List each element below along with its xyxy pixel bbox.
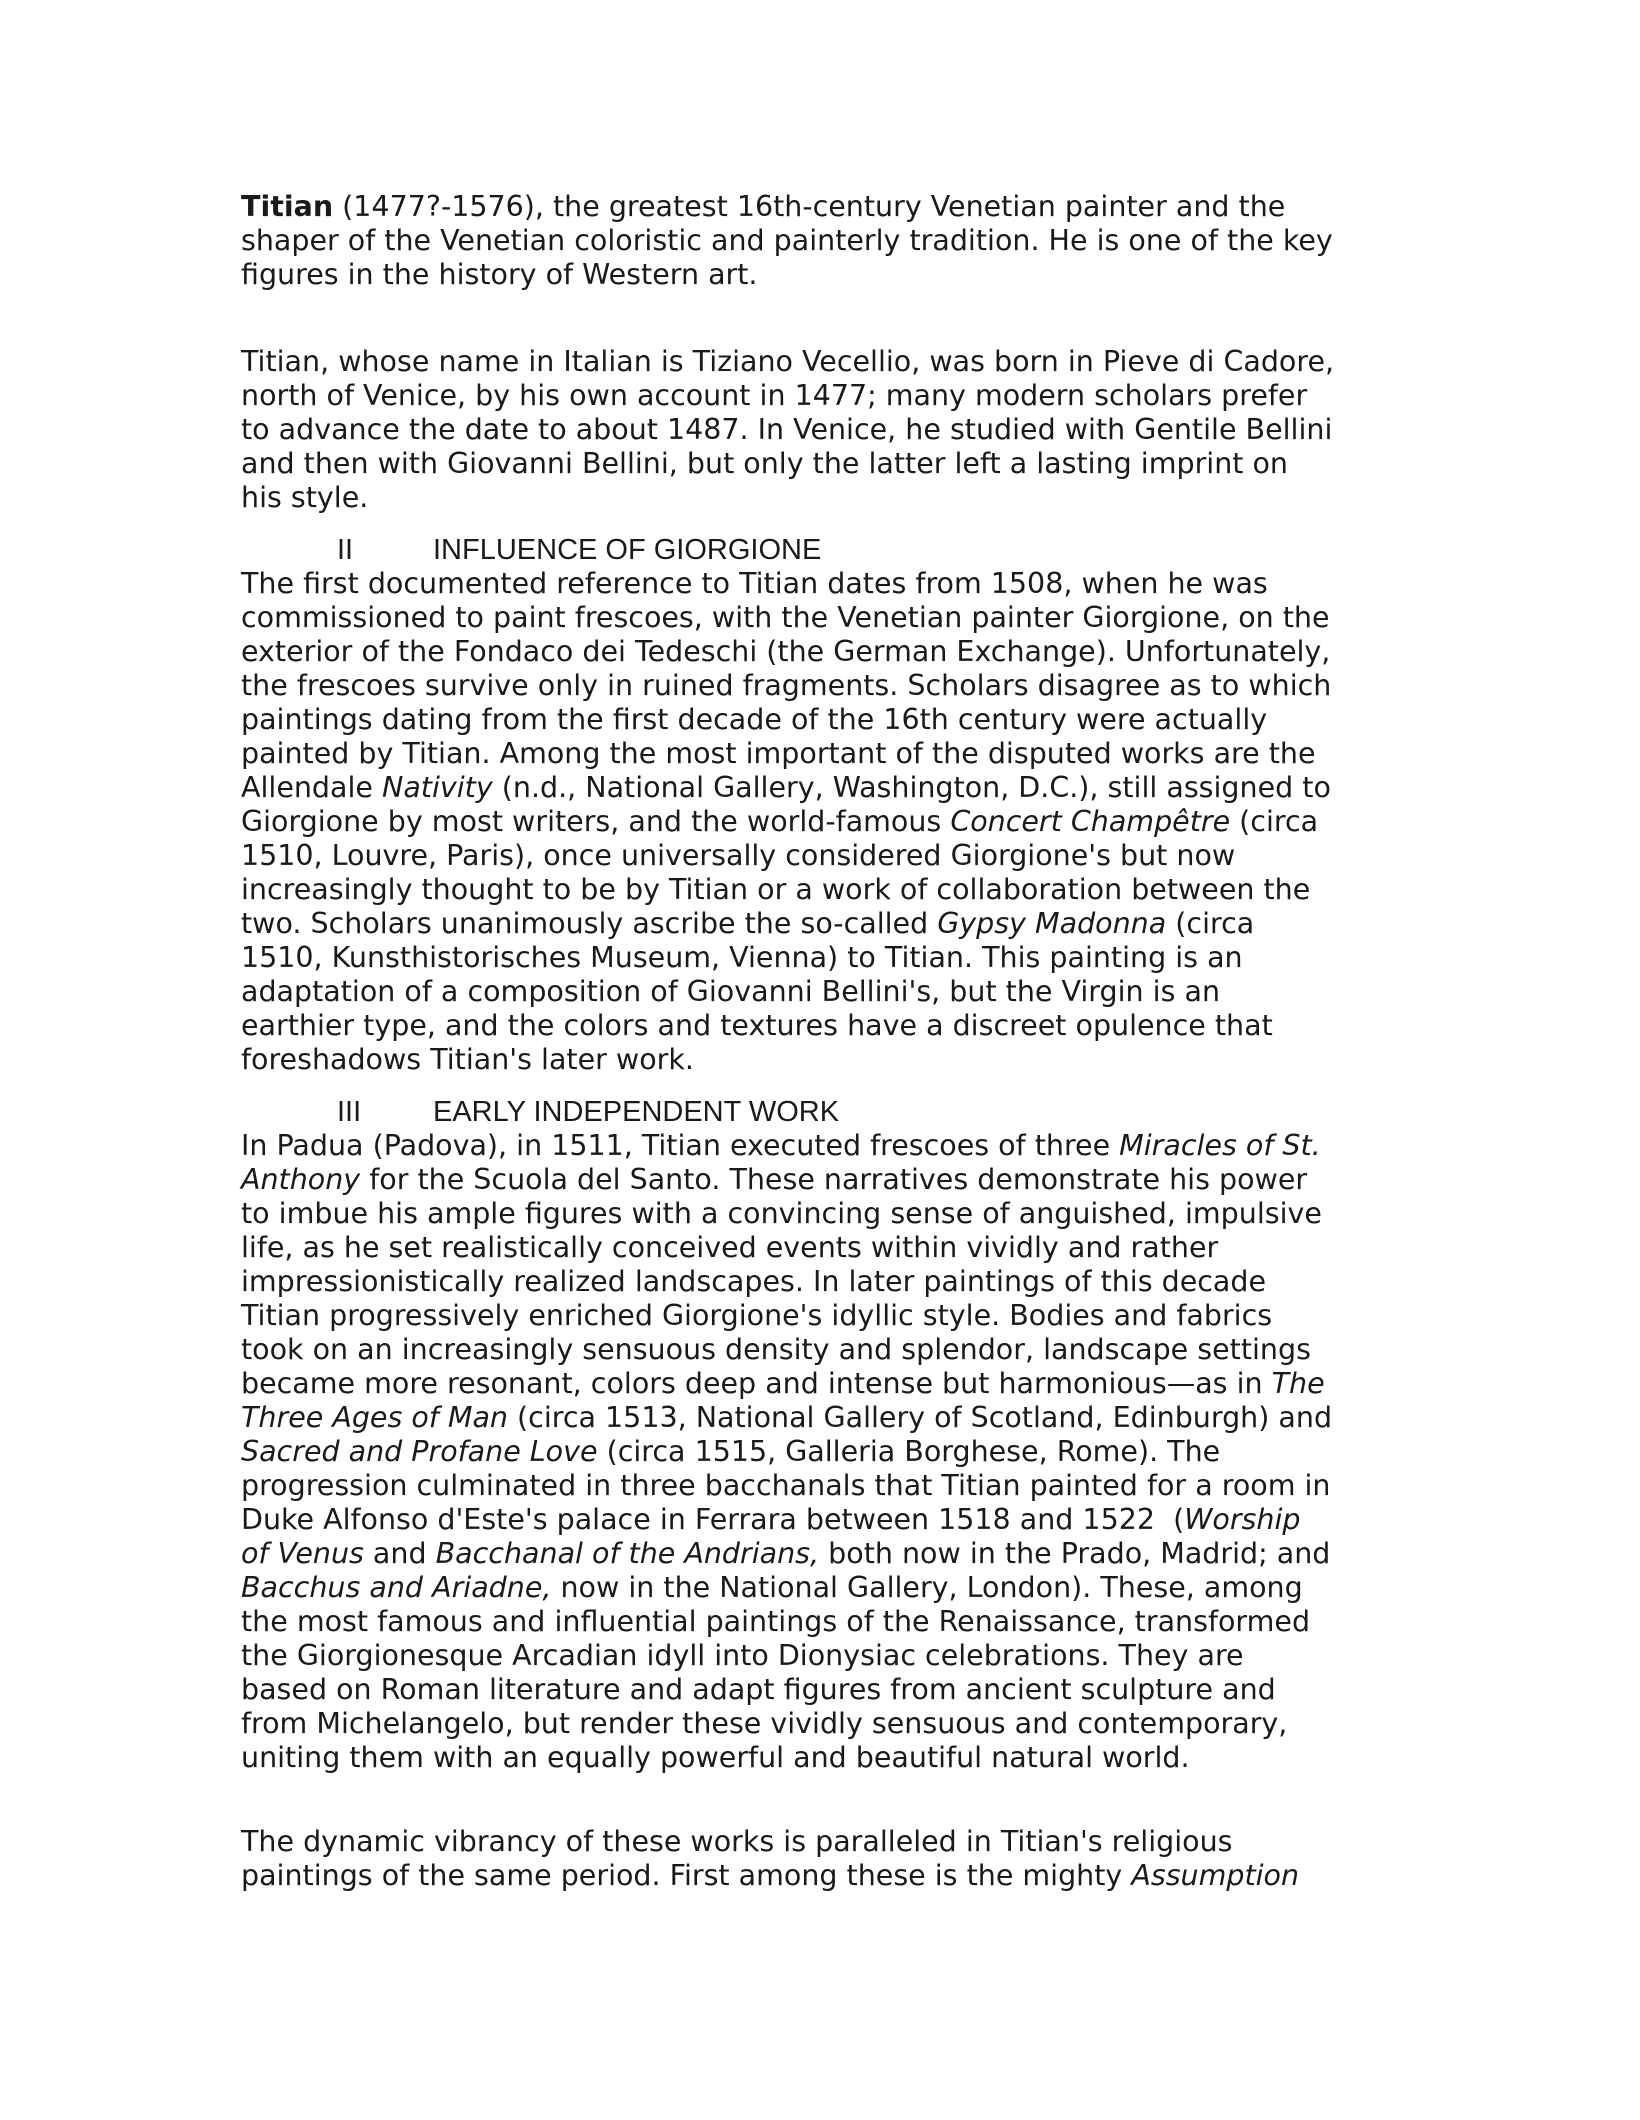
section-influence-of-giorgione: II INFLUENCE OF GIORGIONE The first documented reference to Titian dates from 1508, when he was commissioned to paint frescoes, with the Venetian painter Giorgione, on the exterior of the Fondaco dei Tedeschi (the German Exchange). Unfortunately, the frescoes survive only in ruined fragments. Scholars disagree as to which paintings dating from the first decade of the 16th century were actually painted by Titian. Among the most important of the disputed works are the Allendale Nativity (n.d., National Gallery, Washington, D.C.), still assigned to Giorgione by most writers, and the world-famous Concert Champêtre (circa 1510, Louvre, Paris), once universally considered Giorgione's but now increasingly thought to be by Titian or a work of collaboration between the two. Scholars unanimously ascribe the so-called Gypsy Madonna (circa 1510, Kunsthistorisches Museum, Vienna) to Titian. This painting is an adaptation of a composition of Giovanni Bellini's, but the Virgin is an earthier type, and the colors and textures have a discreet opulence that foreshadows Titian's later work. [241, 533, 1376, 1077]
section-heading: II INFLUENCE OF GIORGIONE [337, 534, 822, 566]
section-early-independent-work: III EARLY INDEPENDENT WORK In Padua (Padova), in 1511, Titian executed frescoes of three Miracles of St. Anthony for the Scuola del Santo. These narratives demonstrate his power to imbue his ample figures with a convincing sense of anguished, impulsive life, as he set realistically conceived events within vividly and rather impressionistically realized landscapes. In later paintings of this decade Titian progressively enriched Giorgione's idyllic style. Bodies and fabrics took on an increasingly sensuous density and splendor, landscape settings became more resonant, colors deep and intense but harmonious—as in The Three Ages of Man (circa 1513, National Gallery of Scotland, Edinburgh) and Sacred and Profane Love (circa 1515, Galleria Borghese, Rome). The progression culminated in three bacchanals that Titian painted for a room in Duke Alfonso d'Este's palace in Ferrara between 1518 and 1522 (Worship of Venus and Bacchanal of the Andrians, both now in the Prado, Madrid; and Bacchus and Ariadne, now in the National Gallery, London). These, among the most famous and influential paintings of the Renaissance, transformed the Giorgionesque Arcadian idyll into Dionysiac celebrations. They are based on Roman literature and adapt figures from ancient sculpture and from Michelangelo, but render these vividly sensuous and contemporary, uniting them with an equally powerful and beautiful natural world. [241, 1095, 1376, 1775]
intro-paragraph: Titian (1477?-1576), the greatest 16th-century Venetian painter and the shaper of the Venetian coloristic and painterly tradition. He is one of the key figures in the history of Western art. [241, 190, 1333, 291]
religious-paintings-paragraph: The dynamic vibrancy of these works is paralleled in Titian's religious paintings of the same period. First among these is the mighty Assumption [241, 1825, 1300, 1892]
biography-paragraph: Titian, whose name in Italian is Tiziano Vecellio, was born in Pieve di Cadore, north of Venice, by his own account in 1477; many modern scholars prefer to advance the date to about 1487. In Venice, he studied with Gentile Bellini and then with Giovanni Bellini, but only the latter left a lasting imprint on his style. [241, 345, 1335, 514]
subject-name: Titian [241, 190, 334, 223]
section-heading: III EARLY INDEPENDENT WORK [337, 1096, 840, 1128]
